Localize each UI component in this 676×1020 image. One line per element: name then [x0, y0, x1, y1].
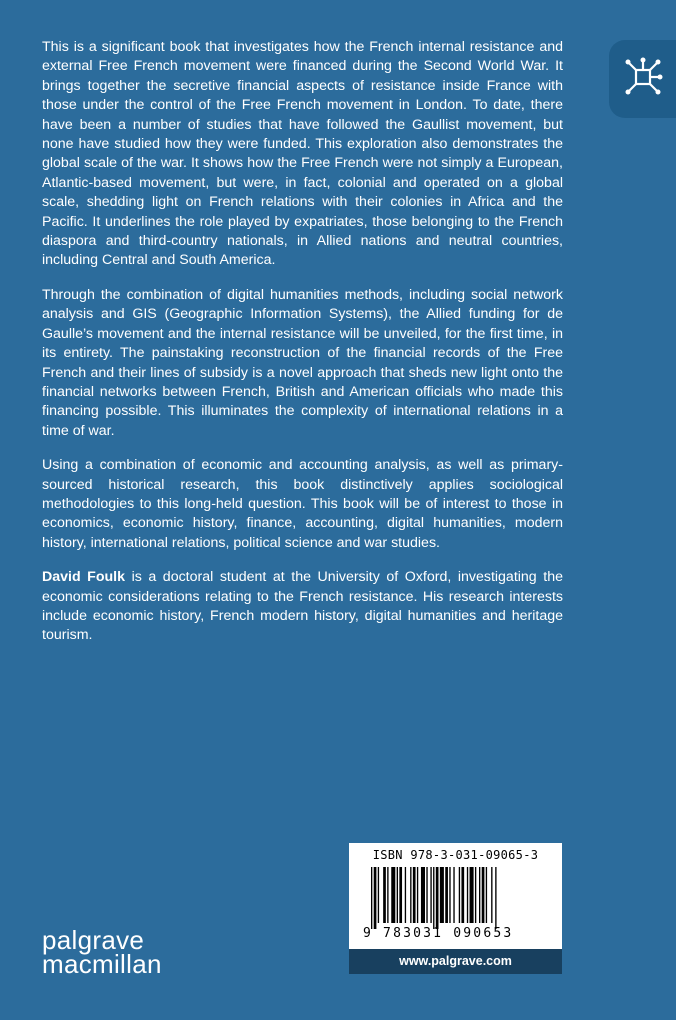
author-name: David Foulk [42, 569, 126, 586]
author-bio [42, 568, 563, 646]
palgrave-logo-badge [609, 40, 676, 118]
barcode-icon [371, 867, 541, 929]
blurb-paragraph-2: Through the combination of digital humanities methods, including social network analysis and GIS (Geographic Information Systems), the Allied funding for de Gaulle’s movement and the internal resistance will be unveiled, for the first time, in its entirety. The painstaking reconstruction of the financial records of the Free French and their lines of subsidy is a novel approach that sheds new light onto the financial networks between French, British and American officials who made this financing possible. This illuminates the complexity of international relations in a time of war. [42, 286, 563, 439]
publisher-name-line2: macmillan [42, 949, 162, 979]
publisher-name-line1: palgrave [42, 925, 145, 955]
barcode-digits: 9 783031 090653 [363, 926, 514, 941]
back-cover-blurb [42, 38, 563, 661]
publisher-website: www.palgrave.com [349, 949, 562, 974]
publisher-logo [42, 925, 162, 979]
isbn-barcode [349, 843, 562, 949]
blurb-paragraph-3: Using a combination of economic and accounting analysis, as well as primary-sourced historical research, this book distinctively applies sociological methodologies to this long-held question. This book will be of interest to those in economics, economic history, finance, accounting, digital humanities, modern history, international relations, political science and war studies. [42, 457, 563, 551]
isbn-number: ISBN 978-3-031-09065-3 [372, 848, 539, 862]
author-bio-text: is a doctoral student at the University of Oxford, investigating the economic considerations relating to the French resistance. His research interests include economic history, French modern history, digital humanities and heritage tourism. [42, 569, 563, 644]
blurb-paragraph-1: This is a significant book that investigates how the French internal resistance and external Free French movement were financed during the Second World War. It brings together the secretive financial aspects of resistance inside France with those under the control of the Free French movement in London. To date, there have been a number of studies that have followed the Gaullist movement, but none have studied how they were funded. This exploration also demonstrates the global scale of the war. It shows how the Free French were not simply a European, Atlantic-based movement, but were, in fact, colonial and operated on a global scale, shedding light on French relations with their colonies in Africa and the Pacific. It underlines the role played by expatriates, those belonging to the French diaspora and third-country nationals, in Allied nations and neutral countries, including Central and South America. [42, 39, 563, 269]
palgrave-network-icon [623, 57, 663, 97]
